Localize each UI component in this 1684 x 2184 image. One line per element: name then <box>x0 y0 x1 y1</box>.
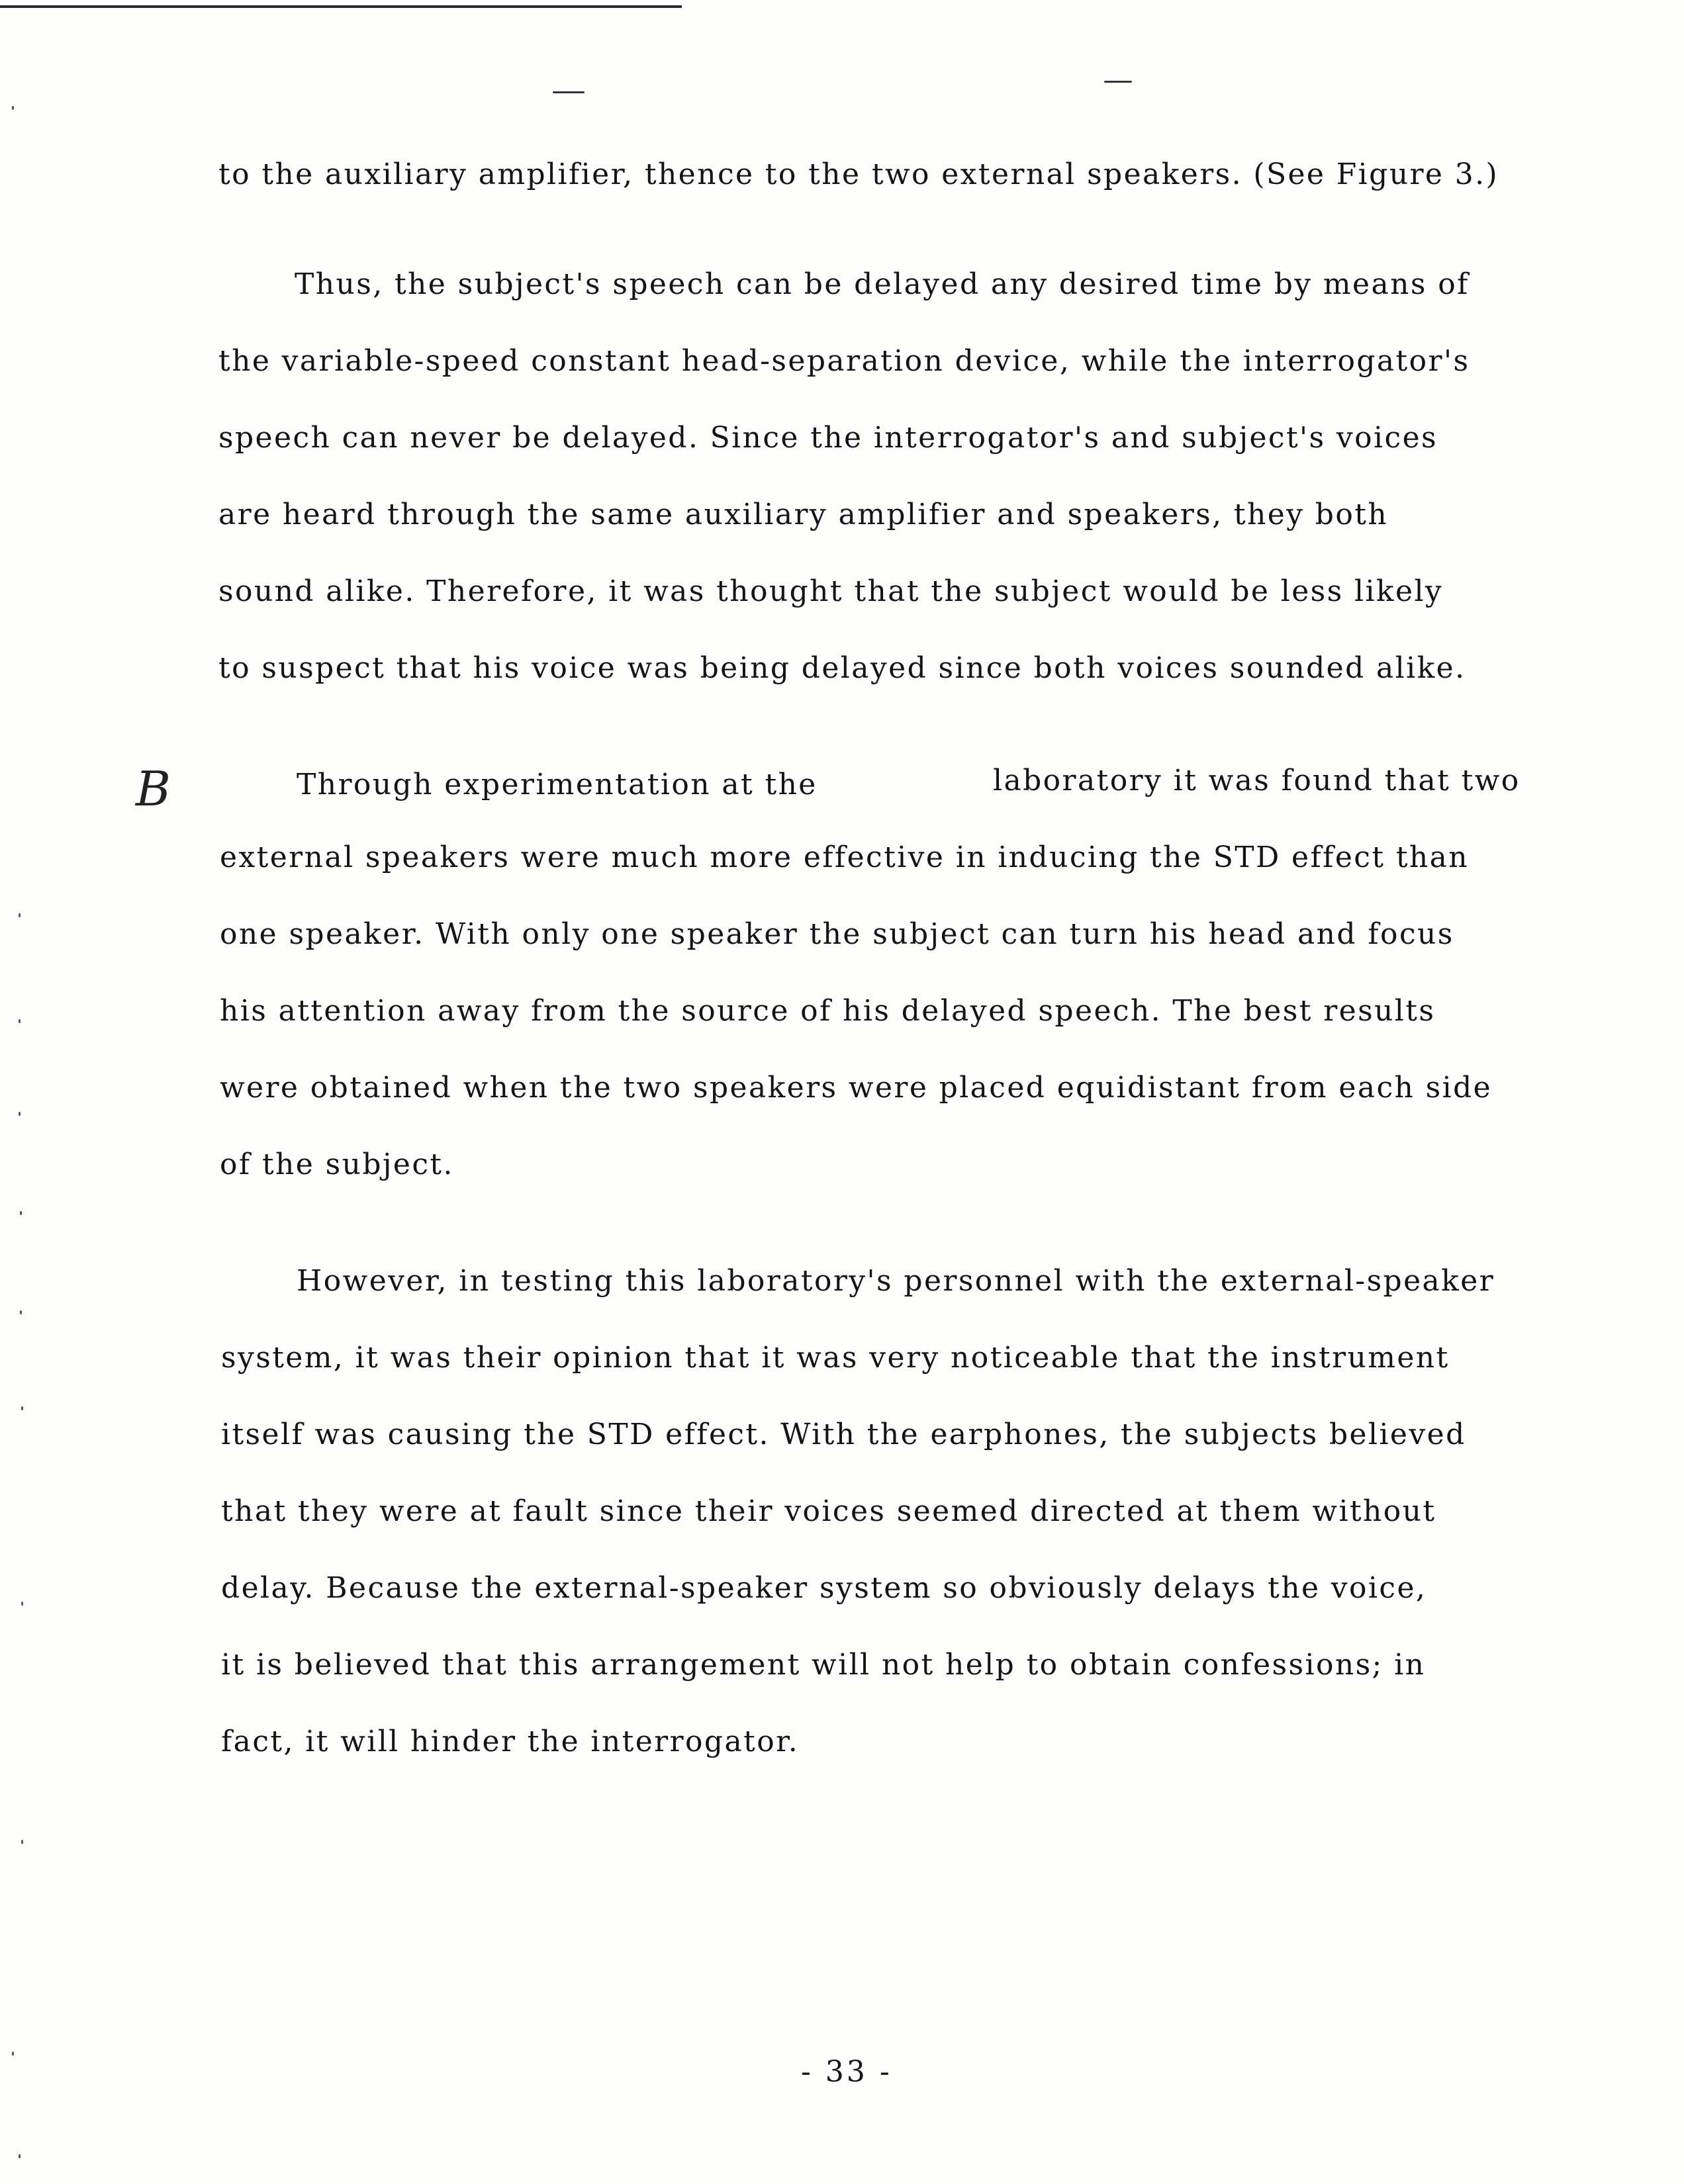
text-line: fact, it will hinder the interrogator. <box>221 1725 800 1758</box>
text-line: it is believed that this arrangement will not help to obtain confessions; in <box>221 1648 1426 1682</box>
text-line: Thus, the subject's speech can be delayed any desired time by means of <box>295 267 1470 301</box>
text-line: itself was causing the STD effect. With the earphones, the subjects believed <box>221 1418 1466 1451</box>
margin-speck <box>21 1406 23 1410</box>
text-line: delay. Because the external-speaker system so obviously delays the voice, <box>221 1571 1427 1605</box>
margin-speck <box>19 1112 21 1116</box>
margin-speck <box>21 1602 23 1606</box>
text-line: to the auxiliary amplifier, thence to the two external speakers. (See Figure 3.) <box>218 158 1499 191</box>
handwritten-margin-note: B <box>136 761 171 817</box>
text-line: that they were at fault since their voices seemed directed at them without <box>221 1494 1436 1528</box>
redaction-blank <box>827 761 980 801</box>
text-line: system, it was their opinion that it was very noticeable that the instrument <box>221 1341 1450 1375</box>
text-line: were obtained when the two speakers were placed equidistant from each side <box>220 1071 1493 1105</box>
text-line: his attention away from the source of his delayed speech. The best results <box>220 994 1436 1028</box>
text-line: However, in testing this laboratory's personnel with the external-speaker <box>297 1264 1495 1298</box>
margin-speck <box>12 106 14 110</box>
margin-speck <box>20 1310 22 1314</box>
text-line: the variable-speed constant head-separation device, while the interrogator's <box>218 344 1470 378</box>
scan-mark-right <box>1104 81 1132 83</box>
text-line: of the subject. <box>220 1148 454 1181</box>
top-edge-rule <box>0 5 682 8</box>
margin-speck <box>19 1019 21 1023</box>
text-line: one speaker. With only one speaker the subject can turn his head and focus <box>220 917 1454 951</box>
margin-speck <box>19 2154 21 2158</box>
text-line: speech can never be delayed. Since the interrogator's and subject's voices <box>218 421 1438 455</box>
margin-speck <box>21 1840 23 1844</box>
text-line: to suspect that his voice was being delayed since both voices sounded alike. <box>218 651 1466 685</box>
margin-speck <box>20 1211 22 1215</box>
text-line: are heard through the same auxiliary amplifier and speakers, they both <box>218 498 1389 531</box>
margin-speck <box>19 913 21 917</box>
scan-mark-left <box>553 91 585 93</box>
text-line: Through experimentation at the <box>297 768 818 801</box>
text-line: laboratory it was found that two <box>993 764 1520 797</box>
text-line: external speakers were much more effective in inducing the STD effect than <box>220 841 1470 874</box>
margin-speck <box>12 2052 14 2056</box>
page-number: - 33 - <box>801 2055 892 2089</box>
text-line: sound alike. Therefore, it was thought that the subject would be less likely <box>218 574 1444 608</box>
